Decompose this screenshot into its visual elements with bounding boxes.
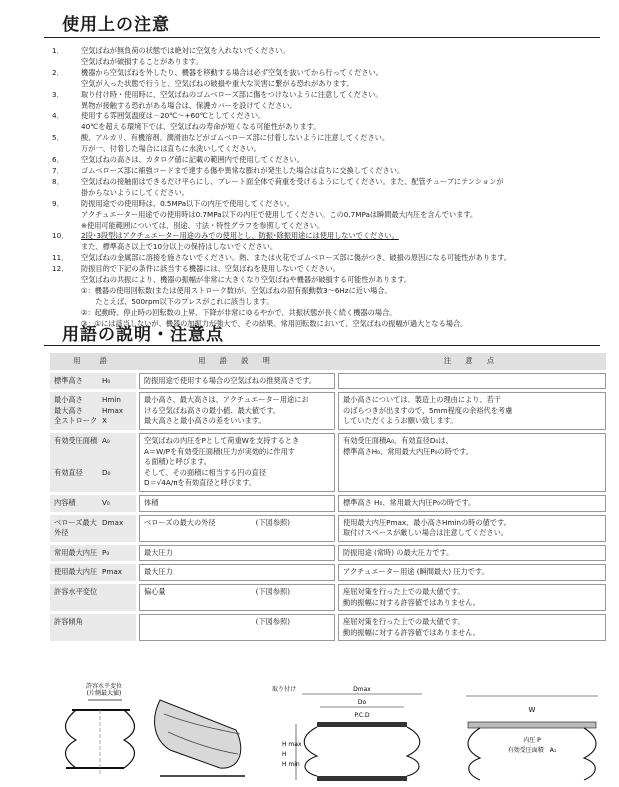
glossary-note xyxy=(338,584,606,611)
note-line: 標準高さH₀、常用最大内圧P₀の時です。 xyxy=(343,446,473,456)
glossary-note xyxy=(338,392,606,430)
caution-line: ①：機器の使用回転数(または使用ストローク数)が、空気ばねの固有振動数3～6Hzに近い場合。 xyxy=(81,285,392,295)
term-label: 全ストローク xyxy=(54,416,98,426)
term-label: 標準高さ xyxy=(54,375,83,385)
caution-item xyxy=(50,253,610,264)
description-line: ベローズの最大の外径 xyxy=(144,517,216,527)
caution-line: ③：①には該当しないが、機器の加振力が強大で、その結果、常用回転数において、空気ばねの振幅が過大となる場合。 xyxy=(81,318,468,328)
figure-effective-area xyxy=(462,692,602,784)
caution-line: 酸、アルカリ、有機溶剤、潤滑油などがゴムベローズ部に付着しないように注意してください。 xyxy=(81,133,390,143)
glossary-description xyxy=(139,495,335,512)
fig3-dmax: Dmax xyxy=(353,686,371,693)
description-line: 体積 xyxy=(144,497,159,507)
caution-line: 空気ばねの接触面はできるだけ平らにし、プレート面全体で荷重を受けるようにしてください。また、配管チューブにテンションが xyxy=(81,176,504,186)
description-line: 防振用途で使用する場合の空気ばねの推奨高さです。 xyxy=(144,375,316,385)
header-term: 用 語 xyxy=(50,353,136,370)
caution-line: ②：起動時、停止時の回転数の上昇、下降が非常にゆるやかで、共振状態が長く続く機器の場合。 xyxy=(81,307,397,317)
caution-line: ゴムベローズ部に補強コードまで達する傷や異常な膨れが発生した場合は直ちに交換してください。 xyxy=(81,165,405,175)
glossary-term xyxy=(50,564,136,581)
description-line: そして、その面積に相当する円の直径 xyxy=(144,467,267,477)
caution-line: 空気ばねの高さは、カタログ値に記載の範囲内で使用してください。 xyxy=(81,155,304,165)
term-label: 有効直径 xyxy=(54,467,83,477)
caution-number: 3． xyxy=(52,89,64,99)
caution-line: 防振目的で下記の条件に該当する機器には、空気ばねを使用しないでください。 xyxy=(81,264,340,274)
term-label: ベローズ最大外径 xyxy=(54,517,97,538)
term-label: 常用最大内圧 xyxy=(54,547,98,557)
description-line: る面積)と呼びます。 xyxy=(144,457,211,467)
header-desc: 用 語 説 明 xyxy=(139,353,335,370)
note-line: 有効受圧面積A₀、有効直径D₀は、 xyxy=(343,435,453,445)
glossary-row xyxy=(50,564,606,581)
glossary-term xyxy=(50,545,136,562)
note-line: 最小高さについては、製造上の理由により、若干 xyxy=(343,395,501,405)
glossary-note xyxy=(338,495,606,512)
glossary-description xyxy=(139,614,335,641)
glossary-row xyxy=(50,495,606,512)
term-symbol: P₀ xyxy=(102,547,110,557)
fig4-w: W xyxy=(528,706,536,714)
glossary-description xyxy=(139,373,335,390)
fig3-h: H xyxy=(282,751,287,758)
term-symbol: V₀ xyxy=(102,497,110,507)
caution-number: 11． xyxy=(52,253,69,263)
caution-line: 空気ばねが破損することがあります。 xyxy=(81,56,203,66)
caution-line: 空気が入った状態で行うと、空気ばねの破損や重大な災害に繋がる恐れがあります。 xyxy=(81,78,354,88)
cautions-list xyxy=(50,46,610,330)
glossary-term xyxy=(50,515,136,542)
description-line: A＝W/Pを有効受圧面積(圧力が実効的に作用す xyxy=(144,446,295,456)
caution-number: 1． xyxy=(52,46,64,55)
caution-number: 12． xyxy=(52,264,69,274)
figure-reference: (下図参照) xyxy=(255,517,290,527)
glossary-note xyxy=(338,373,606,390)
description-line: 最大高さと最小高さの差をいいます。 xyxy=(144,416,266,426)
caution-line: 掛からないようにしてください。 xyxy=(81,187,189,197)
fig4-p: 内圧 P xyxy=(523,737,541,744)
term-label: 最小高さ xyxy=(54,395,83,405)
term-label: 使用最大内圧 xyxy=(54,567,98,577)
glossary-row xyxy=(50,373,606,390)
term-label: 許容傾角 xyxy=(54,617,83,627)
term-label: 最大高さ xyxy=(54,405,83,415)
caution-item xyxy=(50,133,610,155)
caution-item xyxy=(50,68,610,90)
figure-dimensions xyxy=(262,684,452,784)
fig3-hmin: H min xyxy=(282,761,300,768)
caution-line: また、標準高さ以上で10分以上の保持はしないでください。 xyxy=(81,242,278,252)
caution-item xyxy=(50,111,610,133)
note-line: 取付けスペースが厳しい場合は注意してください。 xyxy=(343,528,508,538)
caution-line: 2段･3段型はアクチュエーター用途のみでの使用とし、防振･除振用途には使用しないでください。 xyxy=(81,231,399,241)
glossary-term xyxy=(50,433,136,492)
glossary-description xyxy=(139,564,335,581)
caution-line: 空気ばねが無負荷の状態では絶対に空気を入れないでください。 xyxy=(81,46,290,55)
caution-item xyxy=(50,177,610,199)
term-symbol: H₀ xyxy=(102,375,111,385)
glossary-description xyxy=(139,545,335,562)
glossary-row xyxy=(50,515,606,542)
description-line: 最大圧力 xyxy=(144,547,173,557)
description-line xyxy=(144,617,256,628)
glossary-row xyxy=(50,433,606,492)
glossary-note xyxy=(338,564,606,581)
glossary-note xyxy=(338,545,606,562)
description-line: 空気ばねの内圧をPとして荷重Wを支持するとき xyxy=(144,435,300,445)
caution-line: 空気ばねの金属部に溶接を施さないでください。熱、または火花でゴムベローズ部に傷がつき、破損の原因になる可能性があります。 xyxy=(81,253,512,263)
term-symbol: Pmax xyxy=(102,567,122,577)
description-line: 最小高さ、最大高さは、アクチュエーター用途にお xyxy=(144,395,309,405)
glossary-term xyxy=(50,614,136,641)
description-line: 偏心量 xyxy=(144,586,166,596)
figure-tilt xyxy=(150,680,250,780)
glossary-row xyxy=(50,392,606,430)
caution-number: 5． xyxy=(52,133,64,143)
caution-number: 2． xyxy=(52,67,64,77)
caution-number: 10． xyxy=(52,231,69,241)
glossary-term xyxy=(50,392,136,430)
caution-number: 6． xyxy=(52,155,64,165)
description-line: D＝√4A/πを有効直径と呼びます。 xyxy=(144,478,257,488)
glossary-description xyxy=(139,392,335,430)
figure-horizontal-displacement xyxy=(52,680,144,780)
caution-item xyxy=(50,46,610,68)
caution-number: 4． xyxy=(52,111,64,121)
caution-number: 7． xyxy=(52,165,64,175)
fig3-pcd: P.C.D xyxy=(354,712,370,719)
note-line: 座屈対策を行った上での最大値です。 xyxy=(343,586,465,596)
glossary-term xyxy=(50,495,136,512)
fig4-a: 有効受圧面積 A₁ xyxy=(507,747,557,754)
description-line: ける空気ばね高さの最小値、最大値です。 xyxy=(144,405,280,415)
fig1-label: 許容水平変位 xyxy=(85,683,123,690)
caution-item xyxy=(50,155,610,166)
glossary-row xyxy=(50,614,606,641)
caution-line: 使用する雰囲気温度は－20℃～+60℃としてください。 xyxy=(81,111,266,121)
glossary-title: 用語の説明・注意点 xyxy=(62,325,224,345)
caution-line: 40℃を超える環境下では、空気ばねの寿命が短くなる可能性があります。 xyxy=(81,122,321,132)
glossary-description xyxy=(139,584,335,611)
fig3-mount: 取り付け xyxy=(272,686,297,693)
caution-item xyxy=(50,231,610,253)
term-symbol: X xyxy=(102,416,107,426)
glossary-header xyxy=(50,353,606,370)
note-line: のばらつきが出ますので、5mm程度の余裕代を考慮 xyxy=(343,405,513,415)
note-line: アクチュエーター用途 (瞬間最大) 圧力です。 xyxy=(343,567,489,577)
caution-line: 機器から空気ばねを外したり、機器を移動する場合は必ず空気を抜いてから行ってください。 xyxy=(81,67,383,77)
header-note: 注 意 点 xyxy=(338,353,606,370)
figure-reference: (下図参照) xyxy=(255,617,290,627)
note-line: 防振用途 (常時) の最大圧力です。 xyxy=(343,547,454,557)
glossary-term xyxy=(50,373,136,390)
caution-item xyxy=(50,199,610,232)
term-symbol xyxy=(102,617,132,628)
caution-item xyxy=(50,90,610,112)
glossary-description xyxy=(139,433,335,492)
caution-line: たとえば、500rpm以下のプレスがこれに該当します。 xyxy=(81,296,274,306)
caution-line: 万が一、付着した場合には直ちに水洗いしてください。 xyxy=(81,144,261,154)
caution-item xyxy=(50,166,610,177)
caution-line: ※使用可能範囲については、別途、寸法・特性グラフを参照してください。 xyxy=(81,220,325,230)
note-line: 動的振幅に対する許容値ではありません。 xyxy=(343,597,480,607)
caution-line: 防振用途での使用時は、0.5MPa以下の内圧で使用してください。 xyxy=(81,198,294,208)
glossary-table xyxy=(50,350,606,644)
caution-line: 空気ばねの共振により、機器の振幅が非常に大きくなり空気ばねや機器が破損する可能性があります。 xyxy=(81,275,412,285)
glossary-note xyxy=(338,515,606,542)
figure-reference: (下図参照) xyxy=(255,586,290,596)
description-line: 最大圧力 xyxy=(144,567,173,577)
page-title: 使用上の注意 xyxy=(62,15,170,35)
note-line: していただくようお願い致します。 xyxy=(343,416,458,426)
note-line: 標準高さ H₀、常用最大内圧P₀の時です。 xyxy=(343,497,476,507)
caution-number: 8． xyxy=(52,176,64,186)
term-symbol: Hmin xyxy=(102,395,121,405)
term-symbol: Hmax xyxy=(102,405,124,415)
term-label: 内容積 xyxy=(54,497,76,507)
glossary-term xyxy=(50,584,136,611)
glossary-note xyxy=(338,433,606,492)
glossary-description xyxy=(139,515,335,542)
title-rule xyxy=(44,37,600,38)
term-label: 許容水平変位 xyxy=(54,586,98,596)
glossary-row xyxy=(50,584,606,611)
term-label: 有効受圧面積 xyxy=(54,435,98,445)
fig3-do: Do xyxy=(357,699,367,706)
caution-number: 9． xyxy=(52,198,64,208)
fig3-hmax: H max xyxy=(282,741,302,748)
term-symbol: D₀ xyxy=(102,467,111,477)
note-line: 動的振幅に対する許容値ではありません。 xyxy=(343,627,480,637)
caution-line: アクチュエーター用途での使用時は0.7MPa以下の内圧で使用してください。この0.7MPaは瞬間最大内圧を含んでいます。 xyxy=(81,209,478,219)
caution-line: 取り付け時・使用時に、空気ばねのゴムベローズ部に傷をつけないように注意してください。 xyxy=(81,89,383,99)
term-symbol: Dmax xyxy=(102,517,124,527)
term-symbol: A₀ xyxy=(102,435,110,445)
glossary-note xyxy=(338,614,606,641)
term-symbol xyxy=(102,587,132,598)
fig1-sublabel: (片側最大値) xyxy=(86,690,122,697)
glossary-rule xyxy=(44,345,600,346)
glossary-row xyxy=(50,545,606,562)
note-line: 座屈対策を行った上での最大値です。 xyxy=(343,617,465,627)
note-line: 使用最大内圧Pmax、最小高さHminの時の値です。 xyxy=(343,517,511,527)
caution-line: 異物が接触する恐れがある場合は、保護カバーを設けてください。 xyxy=(81,100,297,110)
